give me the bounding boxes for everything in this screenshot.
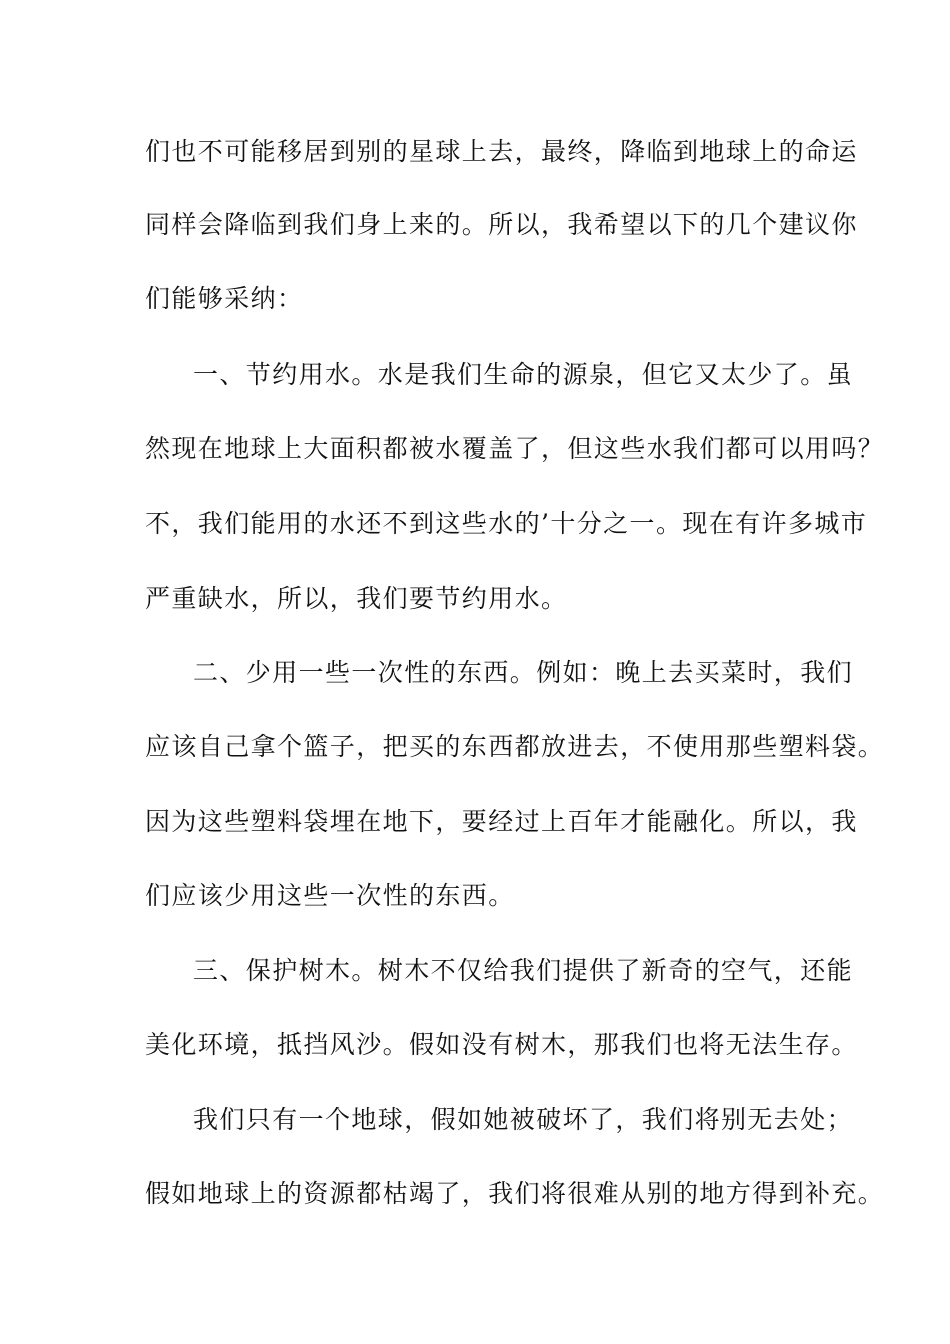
paragraph-start-line: 我们只有一个地球，假如她被破坏了，我们将别无去处； [193,1105,854,1134]
paragraph-start-line: 一、节约用水。水是我们生命的源泉，但它又太少了。虽 [193,360,854,389]
text-line: 同样会降临到我们身上来的。所以，我希望以下的几个建议你 [145,210,858,239]
text-line: 们能够采纳： [145,284,304,313]
text-line: 假如地球上的资源都枯竭了，我们将很难从别的地方得到补充。 [145,1179,885,1208]
text-line: 因为这些塑料袋埋在地下，要经过上百年才能融化。所以，我 [145,807,858,836]
text-line: 们应该少用这些一次性的东西。 [145,881,515,910]
text-line: 不，我们能用的水还不到这些水的’十分之一。现在有许多城市 [145,509,868,538]
text-line: 然现在地球上大面积都被水覆盖了，但这些水我们都可以用吗？ [145,434,885,463]
text-line: 美化环境，抵挡风沙。假如没有树木，那我们也将无法生存。 [145,1030,858,1059]
text-line: 应该自己拿个篮子，把买的东西都放进去，不使用那些塑料袋。 [145,732,885,761]
paragraph-start-line: 二、少用一些一次性的东西。例如：晚上去买菜时，我们 [193,658,854,687]
paragraph-start-line: 三、保护树木。树木不仅给我们提供了新奇的空气，还能 [193,956,854,985]
text-line: 严重缺水，所以，我们要节约用水。 [145,584,568,613]
text-line: 们也不可能移居到别的星球上去，最终，降临到地球上的命运 [145,137,858,166]
